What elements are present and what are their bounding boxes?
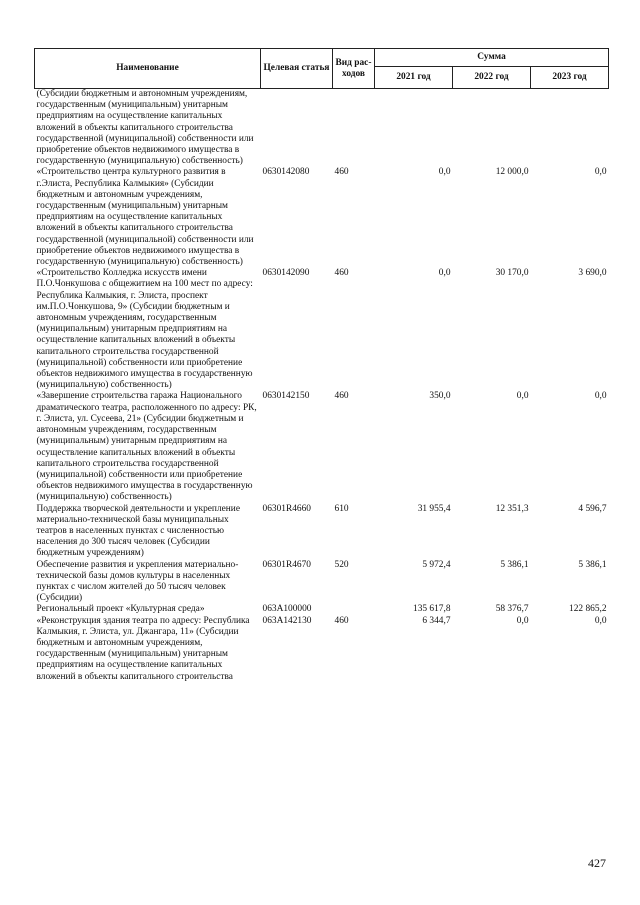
page-number: 427 bbox=[588, 856, 606, 870]
table-body bbox=[35, 89, 609, 683]
row-code: 06301R4660 bbox=[262, 503, 311, 514]
row-code: 06301R4670 bbox=[262, 559, 311, 570]
row-2023: 0,0 bbox=[594, 167, 607, 178]
row-2021: 135 617,8 bbox=[413, 604, 451, 615]
table-row bbox=[35, 560, 609, 605]
row-kind bbox=[333, 89, 375, 168]
row-name: «Строительство центра культурного развития в г.Элиста, Республика Калмыкия» (Субсидии бюджетным и автономным учреждениям, государственным (муниципальным) унитарным предприятиям на осуществление капитальных вложений в объекты капитального строительства государственной (муниципальной) собственности или приобретение объектов недвижимого имущества в государственную (муниципальную) собственность) bbox=[36, 167, 254, 268]
row-kind: 460 bbox=[334, 167, 349, 178]
row-2021: 31 955,4 bbox=[417, 503, 451, 514]
row-name: (Субсидии бюджетным и автономным учреждениям, государственным (муниципальным) унитарным предприятиям на осуществление капитальных вложений в объекты капитального строительства государственной (муниципальной) собственности или приобретение объектов недвижимого имущества в государственную (муниципальную) собственность) bbox=[36, 89, 254, 167]
header-sum: Сумма bbox=[375, 49, 609, 67]
row-2022: 0,0 bbox=[516, 391, 529, 402]
row-code bbox=[261, 89, 333, 168]
row-kind bbox=[333, 604, 375, 615]
row-kind: 610 bbox=[334, 503, 349, 514]
row-code: 063A142130 bbox=[262, 615, 312, 626]
row-2021: 5 972,4 bbox=[422, 559, 451, 570]
row-2021: 0,0 bbox=[438, 167, 451, 178]
row-kind: 460 bbox=[334, 391, 349, 402]
header-2021: 2021 год bbox=[375, 67, 453, 89]
row-kind: 460 bbox=[334, 615, 349, 626]
row-2023: 0,0 bbox=[594, 615, 607, 626]
header-2022: 2022 год bbox=[453, 67, 531, 89]
row-name: «Строительство Колледжа искусств имени П.О.Чонкушова с общежитием на 100 мест по адресу: Республика Калмыкия, г. Элиста, проспект им.П.О.Чонкушова, 9» (Субсидии бюджетным и автономным учреждениям, государственным (муниципальным) унитарным предприятиям на осуществление капитальных вложений в объекты капитального строительства государственной (муниципальной) собственности или приобретение объектов недвижимого имущества в государственную (муниципальную) собственность) bbox=[36, 268, 253, 391]
row-2021: 350,0 bbox=[429, 391, 451, 402]
budget-table bbox=[34, 48, 609, 683]
row-2022: 12 000,0 bbox=[495, 167, 529, 178]
row-2021: 6 344,7 bbox=[422, 615, 451, 626]
row-kind: 460 bbox=[334, 268, 349, 279]
row-2022: 12 351,3 bbox=[495, 503, 529, 514]
row-name: Поддержка творческой деятельности и укрепление материально-технической базы муниципальных театров в населенных пунктах с численностью населения до 300 тысяч человек (Субсидии бюджетным учреждениям) bbox=[36, 503, 240, 559]
row-code: 0630142080 bbox=[262, 167, 310, 178]
row-name: «Реконструкция здания театра по адресу: Республика Калмыкия, г. Элиста, ул. Джангара, 11» (Субсидии бюджетным и автономным учреждениям, государственным (муниципальным) унитарным предприятиям на осуществление капитальных вложений в объекты капитального строительства bbox=[36, 615, 250, 682]
row-2022: 0,0 bbox=[516, 615, 529, 626]
row-2023: 122 865,2 bbox=[569, 604, 607, 615]
row-name: Обеспечение развития и укрепления материально-технической базы домов культуры в населенных пунктах с числом жителей до 50 тысяч человек (Субсидии) bbox=[36, 559, 239, 604]
table-row bbox=[35, 268, 609, 391]
row-2022: 5 386,1 bbox=[500, 559, 529, 570]
table-header bbox=[35, 49, 609, 89]
row-2022: 58 376,7 bbox=[495, 604, 529, 615]
header-2023: 2023 год bbox=[531, 67, 609, 89]
table-row bbox=[35, 391, 609, 503]
row-code: 0630142090 bbox=[262, 268, 310, 279]
row-kind: 520 bbox=[334, 559, 349, 570]
row-2022: 30 170,0 bbox=[495, 268, 529, 279]
table-row bbox=[35, 504, 609, 560]
header-name: Наименование bbox=[35, 49, 261, 89]
row-code: 063A100000 bbox=[262, 604, 312, 615]
row-2021 bbox=[375, 89, 453, 168]
row-2023: 0,0 bbox=[594, 391, 607, 402]
row-2022 bbox=[453, 89, 531, 168]
row-2021: 0,0 bbox=[438, 268, 451, 279]
row-2023: 5 386,1 bbox=[578, 559, 607, 570]
header-article: Целевая статья bbox=[261, 49, 333, 89]
row-name: Региональный проект «Культурная среда» bbox=[36, 604, 205, 615]
row-code: 0630142150 bbox=[262, 391, 310, 402]
table-row bbox=[35, 167, 609, 268]
table-row bbox=[35, 616, 609, 683]
row-2023: 4 596,7 bbox=[578, 503, 607, 514]
row-2023 bbox=[531, 89, 609, 168]
header-kind: Вид рас-ходов bbox=[333, 49, 375, 89]
table-row bbox=[35, 89, 609, 168]
row-2023: 3 690,0 bbox=[578, 268, 607, 279]
row-name: «Завершение строительства гаража Национального драматического театра, расположенного по адресу: РК, г. Элиста, ул. Сусеева, 21» (Субсидии бюджетным и автономным учреждениям, государственным (муниципальным) унитарным предприятиям на осуществление капитальных вложений в объекты капитального строительства государственной (муниципальной) собственности или приобретение объектов недвижимого имущества в государственную (муниципальную) собственность) bbox=[36, 391, 257, 503]
table-row bbox=[35, 604, 609, 615]
